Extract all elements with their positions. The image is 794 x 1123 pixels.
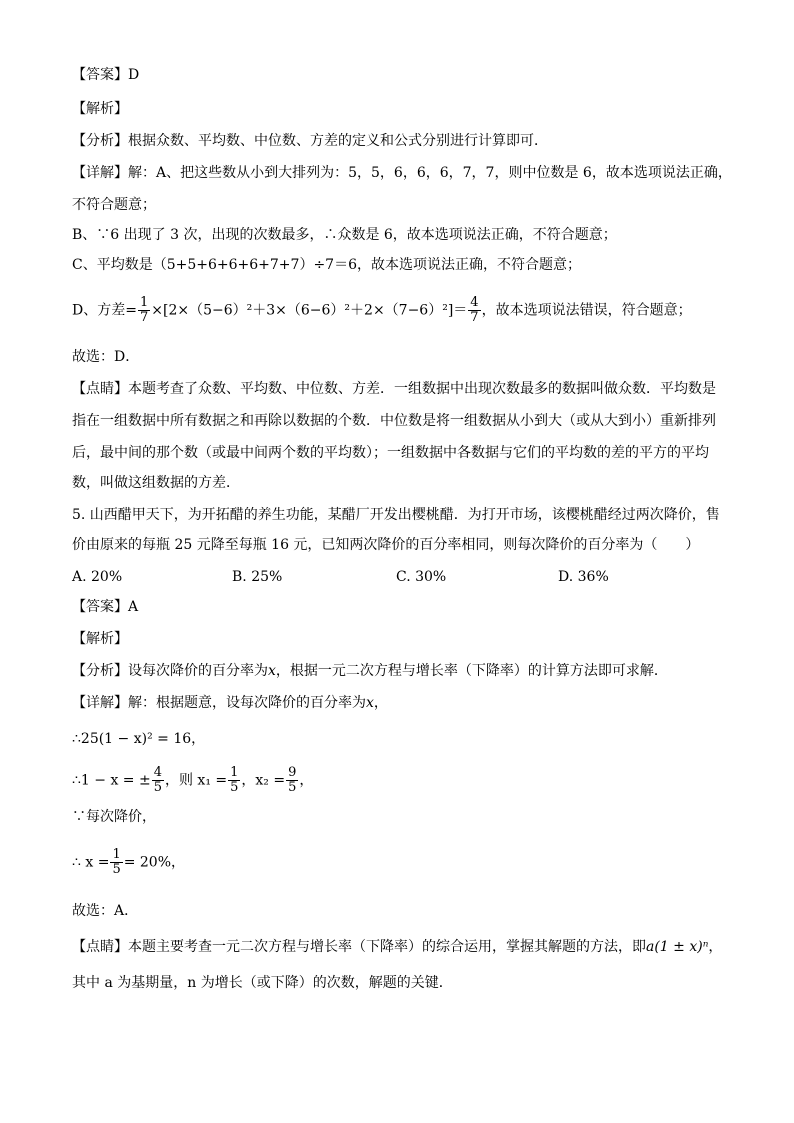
q5-option-c: C. 30%: [396, 569, 447, 585]
q5-dianjing-line-1: 【点睛】本题主要考查一元二次方程与增长率（下降率）的综合运用，掌握其解题的方法，即a(1 ± x)ⁿ，: [72, 939, 723, 955]
q5-analysis-heading: 【解析】: [72, 631, 128, 647]
q5-option-d: D. 36%: [558, 569, 609, 585]
q4-d-variance-expression: ×[2×（5−6）²＋3×（6−6）²＋2×（7−6）²]＝: [151, 302, 468, 319]
q5-choose: 故选：A．: [72, 903, 139, 919]
q5-equation-2: ∴1 − x = ± $\frac{4}{5}$ ，则 x₁ = $\frac{1}{5}$ ，x₂ = $\frac{9}{5}$ ，: [72, 765, 314, 795]
q4-dianjing-line-1: 【点睛】本题考查了众数、平均数、中位数、方差．一组数据中出现次数最多的数据叫做众数．平均数是: [72, 381, 716, 397]
q4-analysis-heading: 【解析】: [72, 101, 128, 117]
q5-options: [72, 568, 732, 586]
q4-option-d-explanation: [72, 296, 692, 325]
q4-dianjing-line-4: 数，叫做这组数据的方差．: [72, 475, 240, 491]
q4-answer: 【答案】D: [72, 67, 140, 83]
q5-answer: 【答案】A: [72, 599, 139, 615]
q4-choose: 故选：D．: [72, 349, 140, 365]
q5-equation-3: ∴ x = $\frac{1}{5}$ = 20%，: [72, 847, 186, 877]
q4-option-c-explanation: C、平均数是（5+5+6+6+6+7+7）÷7＝6，故本选项说法正确，不符合题意；: [72, 257, 581, 273]
q5-dianjing-line-2: 其中 a 为基期量，n 为增长（或下降）的次数，解题的关键．: [72, 975, 453, 991]
fraction-one-seventh: $\frac{1}{7}$: [139, 295, 149, 325]
q4-d-prefix: D、方差=: [72, 302, 137, 319]
q4-xiangjie-line-2: 不符合题意；: [72, 197, 156, 213]
fraction-four-sevenths: $\frac{4}{7}$: [470, 295, 479, 325]
variable-x: x: [366, 695, 374, 711]
q4-xiangjie-line-1: 【详解】解：A、把这些数从小到大排列为：5，5，6，6，6，7，7，则中位数是 6，故本选项说法正确，: [72, 165, 732, 181]
q5-option-b: B. 25%: [232, 569, 283, 585]
q4-fenxi: 【分析】根据众数、平均数、中位数、方差的定义和公式分别进行计算即可．: [72, 133, 548, 149]
q5-stem-line-1: 5. 山西醋甲天下，为开拓醋的养生功能，某醋厂开发出樱桃醋．为打开市场，该樱桃醋经过两次降价，售: [72, 507, 720, 523]
fraction-one-fifth: $\frac{1}{5}$: [112, 847, 121, 877]
fraction-one-fifth: $\frac{1}{5}$: [230, 765, 239, 795]
q4-dianjing-line-2: 指在一组数据中所有数据之和再除以数据的个数．中位数是将一组数据从小到大（或从大到小）重新排列: [72, 413, 716, 429]
q5-option-a: A. 20%: [72, 569, 123, 585]
q5-stem-line-2: 价由原来的每瓶 25 元降至每瓶 16 元，已知两次降价的百分率相同，则每次降价的百分率为（ ）: [72, 537, 700, 553]
growth-formula: a(1 ± x)ⁿ: [646, 939, 709, 955]
fraction-nine-fifths: $\frac{9}{5}$: [288, 765, 297, 795]
q5-fenxi: 【分析】设每次降价的百分率为x，根据一元二次方程与增长率（下降率）的计算方法即可求解．: [72, 663, 668, 679]
variable-x: x: [268, 663, 276, 679]
q5-because-line: ∵每次降价，: [72, 809, 156, 825]
fraction-four-fifths: $\frac{4}{5}$: [153, 765, 162, 795]
q4-d-suffix: ，故本选项说法错误，符合题意；: [481, 302, 692, 319]
q4-option-b-explanation: B、∵6 出现了 3 次，出现的次数最多，∴众数是 6，故本选项说法正确，不符合题意；: [72, 227, 617, 243]
q4-dianjing-line-3: 后，最中间的那个数（或最中间两个数的平均数）；一组数据中各数据与它们的平均数的差的平方的平均: [72, 445, 709, 461]
q5-xiangjie: 【详解】解：根据题意，设每次降价的百分率为x，: [72, 695, 388, 711]
q5-equation-1: ∴25(1 − x)² = 16，: [72, 731, 206, 747]
